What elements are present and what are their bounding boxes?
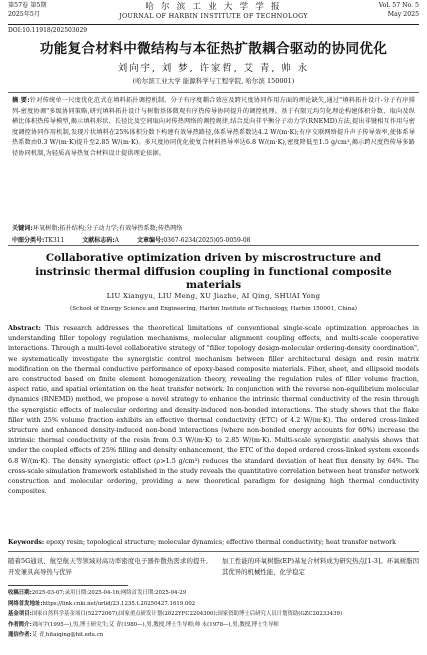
footnote-dates: [8, 588, 419, 599]
volume-issue-en: Vol. 57 No. 5: [378, 2, 419, 9]
body-column-right: 加工性能的环氧树脂(EP)基复合材料成为研究热点[1-3]。环氧树脂因其优异的机械性能、化学稳定: [222, 557, 419, 576]
doi: DOI:10.11918/202503029: [8, 27, 88, 34]
footnote-url-label: 网络首发地址:: [8, 600, 43, 607]
footnote-online-url: [8, 599, 419, 610]
article-no-value: 0367-6234(2025)05-0059-08: [163, 237, 251, 244]
keywords-cn: [12, 223, 415, 232]
doc-code-label: 文献标志码:: [82, 237, 115, 244]
footnote-funding-label: 基金项目:: [8, 611, 32, 618]
footnote-divider: [8, 585, 128, 586]
abstract-en: [8, 323, 419, 496]
date-cn: 2025年5月: [8, 10, 41, 18]
clc-value: TK311: [44, 237, 65, 244]
authors-cn: 刘向宇, 刘 梦, 许家哲, 艾 青, 帅 永: [117, 63, 310, 74]
keywords-text-cn: 环氧树脂;拓扑结构;分子动力学;有效导热系数;传热网络: [32, 225, 183, 232]
abstract-text-en: This research addresses the theoretical limitations of conventional single-scale optimization approaches in understanding filler topology regulation mechanisms, molecular alignment coupling effects, and multi-scale cooperative interactions. Through a multi-level collaborative strategy of "filler topology design-molecular ordering-density coordination", we systematically investigate the synergistic control mechanism between filler architectural design and resin matrix modification on the thermal conductive performance of epoxy-based composite materials. Fiber, sheet, and ellipsoid models are constructed based on finite element homogenization theory, revealing the regulation rules of filler volume fraction, aspect ratio, and spatial orientation on the heat transfer network. In conjunction with the reverse non-equilibrium molecular dynamics (RNEMD) method, we propose a novel strategy to enhance the intrinsic thermal conductivity of the resin through the synergistic effects of molecular ordering and density-induced non-bonded interactions. The study shows that the flake filler with 25% volume fraction exhibits an effective thermal conductivity (ETC) of 4.2 W/(m·K). The ordered cross-linked structure and enhanced density-induced non-bond interactions (where non-bonded energy accounts for 60%) increase the intrinsic thermal conductivity of the resin from 0.3 W/(m·K) to 2.85 W/(m·K). Multi-scale synergistic analysis shows that under the coupled effects of 25% filling and density enhancement, the ETC of the doped ordered cross-linked system exceeds 6.8 W/(m·K). The density synergistic effect (ρ>1.5 g/cm³) reduces the standard deviation of heat flux density by 64%. The cross-scale simulation framework established in the study reveals the quantitative correlation between heat transfer network construction and molecular ordering, providing a new theoretical paradigm for designing high thermal conductivity composites.: [8, 324, 419, 496]
footnote-authors-label: 作者简介:: [8, 621, 32, 628]
paper-title-cn: 功能复合材料中微结构与本征热扩散耦合驱动的协同优化: [39, 41, 388, 57]
footnote-corresponding-text: 艾 青,hitaiqing@hit.edu.cn: [31, 632, 104, 639]
footnote-corresponding: [8, 630, 419, 641]
keywords-label-cn: 关键词:: [12, 225, 33, 232]
issue-info-right: [379, 2, 419, 19]
keywords-en: [8, 539, 419, 546]
footnote-funding: [8, 609, 419, 620]
journal-name-en: JOURNAL OF HARBIN INSTITUTE OF TECHNOLOGY: [119, 12, 308, 20]
journal-name-cn: 哈 尔 滨 工 业 大 学 学 报: [145, 2, 282, 12]
footnote-authors: [8, 620, 419, 631]
article-no-label: 文章编号:: [136, 237, 164, 244]
authors-en: LIU Xiangyu, LIU Meng, XU Jiazhe, AI Qing, SHUAI Yong: [106, 292, 321, 300]
body-column-left: 随着5G通讯、航空航天等领域对高功率密度电子器件散热需求的提升,开发兼具高导热与优异: [8, 557, 208, 576]
date-en: May 2025: [387, 10, 419, 18]
affiliation-en: (School of Energy Science and Engineering, Harbin Institute of Technology, Harbin 150001, China): [70, 306, 357, 312]
affiliation-cn: (哈尔滨工业大学 能源科学与工程学院, 哈尔滨 150001): [132, 77, 295, 85]
classification-row: [12, 235, 415, 244]
keywords-label-en: Keywords:: [8, 539, 45, 546]
abstract-label-cn: 摘 要:: [12, 97, 30, 104]
footnote-dates-label: 收稿日期:: [8, 590, 32, 596]
journal-name: [8, 2, 419, 21]
keywords-text-en: epoxy resin; topological structure; molecular dynamics; effective thermal conductivity; heat transfer network: [46, 539, 396, 546]
footnote-url-text: https://link.cnki.net/urlid/23.1235.t.20250427.1619.002: [42, 600, 196, 607]
footnotes: [8, 588, 419, 641]
abstract-text-cn: 针对传统单一尺度优化范式在填料拓扑调控机制、分子有序度耦合效应及跨尺度协同作用方面的理论缺失,通过"填料拓扑设计-分子有序排列-密度协调"多级协同策略,研究填料拓扑设计与树脂基体微观有序热传导协同提升的调控机理。基于有限元均匀化理论构建体积分数、取向及纵横比体积热传导模型,揭示填料形状、长径比及空间取向对传热网络的调控规律,结合反向非平衡分子动力学(RNEMD)方法,提出非键相互作用与密度调控协同作用机制,发现片状填料在25%体积分数下构建有效导热路径,体系导热系数达4.2 W/(m·K);有序交联网络提升声子传导效率,使体系导热系数由0.3 W/(m·K)提升至2.85 W/(m·K)。多尺度协同优化使复合材料热导率达6.8 W/(m·K),密度降低至1.5 g/cm³,揭示跨尺度热传导多路径协同机制,为轻质高导热复合材料设计提供理论依据。: [12, 97, 416, 157]
footnote-corresponding-label: 通信作者:: [8, 632, 32, 639]
footnote-dates-text: 2025-03-07;录用日期:2025-04-16;网络首发日期:2025-04-29: [31, 590, 187, 596]
paper-title-en: Collaborative optimization driven by miscrostructure and instrinsic thermal diffusion coupling in functional composite materials: [35, 252, 392, 291]
footnote-funding-text: 国家自然科学基金项目(52272067);国家重点研发计划(2022YFC2204300);国家资助博士后研究人员计划资助(GZC20233439): [31, 611, 343, 618]
abstract-label-en: Abstract:: [8, 324, 41, 332]
footnote-authors-text: 刘向宇(1995—),男,博士研究生;艾 青(1980—),男,教授,博士生导师;帅 永(1978—),男,教授,博士生导师: [31, 621, 279, 628]
journal-header: [8, 2, 419, 25]
volume-issue-cn: 第57卷 第5期: [8, 2, 47, 9]
abstract-cn: [12, 96, 415, 160]
section-divider: [8, 551, 419, 552]
clc-label: 中图分类号:: [12, 237, 45, 244]
doc-code-value: A: [114, 237, 120, 244]
